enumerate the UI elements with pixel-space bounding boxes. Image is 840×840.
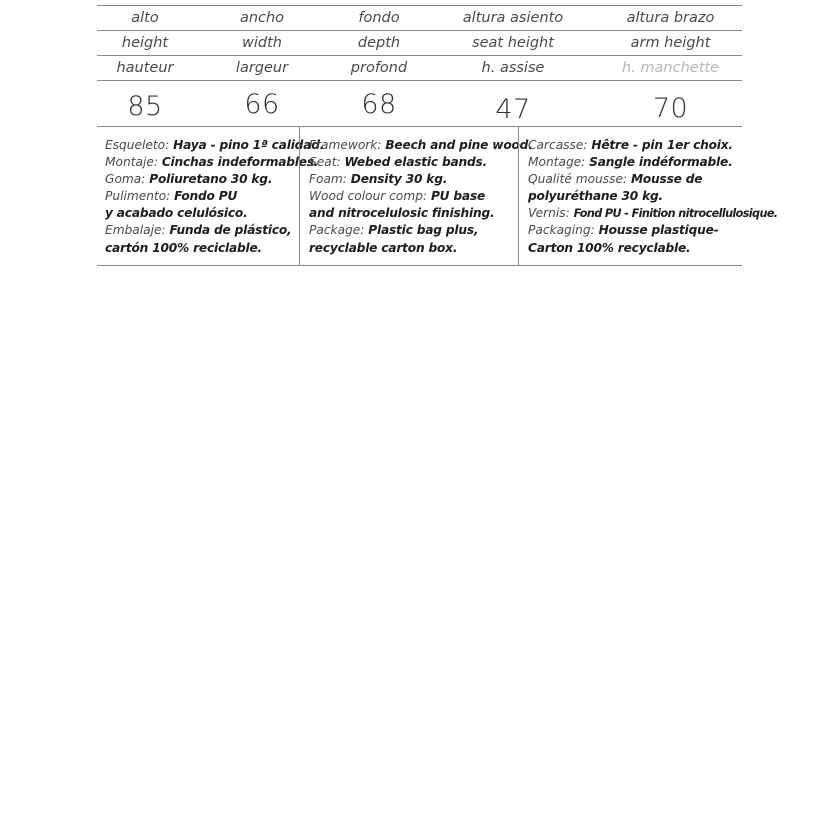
- spec-key: Esqueleto:: [105, 138, 174, 152]
- spec-key: Embalaje:: [105, 223, 170, 238]
- spec-key: Carcasse:: [528, 138, 592, 152]
- spec-line: [528, 205, 778, 222]
- label-arm-height-es: altura brazo: [626, 10, 715, 26]
- spec-value: Plastic bag plus,: [368, 223, 479, 238]
- label-arm-height-en: arm height: [630, 35, 711, 51]
- dimension-seat-height-value: 47: [495, 94, 531, 125]
- label-height-en: height: [121, 35, 169, 51]
- label-depth-fr: profond: [350, 60, 408, 76]
- label-seat-height-en: seat height: [472, 35, 554, 51]
- spec-value: Webed elastic bands.: [344, 155, 487, 170]
- spec-line: [309, 137, 533, 154]
- spec-key: Goma:: [105, 172, 150, 187]
- spec-line: [309, 205, 518, 222]
- spec-value: Carton 100% recyclable.: [528, 240, 691, 255]
- product-spec-sheet: [97, 5, 778, 266]
- spec-value: cartón 100% reciclable.: [105, 240, 262, 255]
- spec-line: [309, 240, 518, 257]
- spec-value: y acabado celulósico.: [105, 206, 248, 221]
- spec-value: Mousse de: [630, 172, 703, 187]
- dimension-arm-height-value: 70: [652, 93, 689, 124]
- spec-column-spanish: [97, 127, 325, 265]
- dimension-depth-value: 68: [361, 89, 397, 120]
- spec-value: recyclable carton box.: [309, 240, 458, 255]
- spec-value: Fond PU - Finition nitrocellulosique.: [573, 207, 778, 221]
- spec-line: [528, 240, 742, 257]
- spec-line: [309, 154, 518, 171]
- spec-line: [528, 188, 742, 205]
- label-seat-height-es: altura asiento: [462, 10, 564, 26]
- spec-value: PU base: [430, 189, 486, 204]
- spec-key: Package:: [309, 223, 369, 238]
- label-row-french: [97, 55, 742, 81]
- spec-line: [309, 171, 518, 188]
- spec-line: [105, 222, 299, 239]
- spec-value: Beech and pine wood.: [385, 138, 533, 152]
- spec-value: Funda de plástico,: [169, 223, 292, 238]
- spec-key: Vernis:: [528, 206, 574, 221]
- spec-value: Fondo PU: [174, 189, 238, 204]
- spec-line: [309, 188, 518, 205]
- label-depth-en: depth: [357, 35, 401, 51]
- label-width-es: ancho: [239, 10, 285, 26]
- spec-line: [309, 222, 518, 239]
- label-seat-height-fr: h. assise: [481, 60, 545, 76]
- spec-line: [528, 154, 742, 171]
- spec-key: Packaging:: [528, 223, 599, 238]
- spec-line: [105, 205, 299, 222]
- label-width-en: width: [242, 35, 282, 51]
- spec-line: [528, 171, 742, 188]
- label-arm-height-fr: h. manchette: [622, 60, 719, 76]
- spec-line: [105, 154, 319, 171]
- dimension-height-value: 85: [127, 91, 163, 122]
- spec-line: [105, 188, 299, 205]
- spec-value: Cinchas indeformables.: [161, 155, 319, 170]
- spec-key: Framework:: [309, 138, 386, 152]
- spec-line: [105, 240, 299, 257]
- dimension-values-row: [97, 81, 742, 127]
- spec-key: Montage:: [528, 155, 590, 170]
- spec-value: and nitrocelulosic finishing.: [309, 206, 495, 221]
- label-height-es: alto: [131, 10, 159, 26]
- label-row-spanish: [97, 5, 742, 30]
- spec-column-english: [299, 127, 533, 265]
- spec-value: Housse plastique-: [598, 223, 719, 238]
- spec-key: Foam:: [309, 172, 351, 187]
- spec-value: Hêtre - pin 1er choix.: [591, 138, 733, 152]
- spec-column-french: [518, 127, 778, 265]
- spec-key: Montaje:: [105, 155, 162, 170]
- specifications-row: [97, 127, 778, 266]
- spec-line: [105, 171, 299, 188]
- spec-value: Density 30 kg.: [350, 172, 448, 187]
- label-height-fr: hauteur: [116, 60, 174, 76]
- spec-line: [528, 222, 742, 239]
- label-width-fr: largeur: [235, 60, 289, 76]
- spec-key: Wood colour comp:: [309, 189, 431, 204]
- spec-key: Qualité mousse:: [528, 172, 631, 187]
- spec-line: [528, 137, 742, 154]
- spec-key: Seat:: [309, 155, 345, 170]
- dimension-width-value: 66: [244, 89, 280, 120]
- label-depth-es: fondo: [358, 10, 400, 26]
- spec-value: Haya - pino 1ª calidad.: [173, 138, 325, 152]
- spec-line: [105, 137, 325, 154]
- spec-value: Poliuretano 30 kg.: [149, 172, 273, 187]
- spec-key: Pulimento:: [105, 189, 175, 204]
- label-row-english: [97, 30, 742, 55]
- spec-value: polyuréthane 30 kg.: [528, 189, 663, 204]
- spec-value: Sangle indéformable.: [589, 155, 733, 170]
